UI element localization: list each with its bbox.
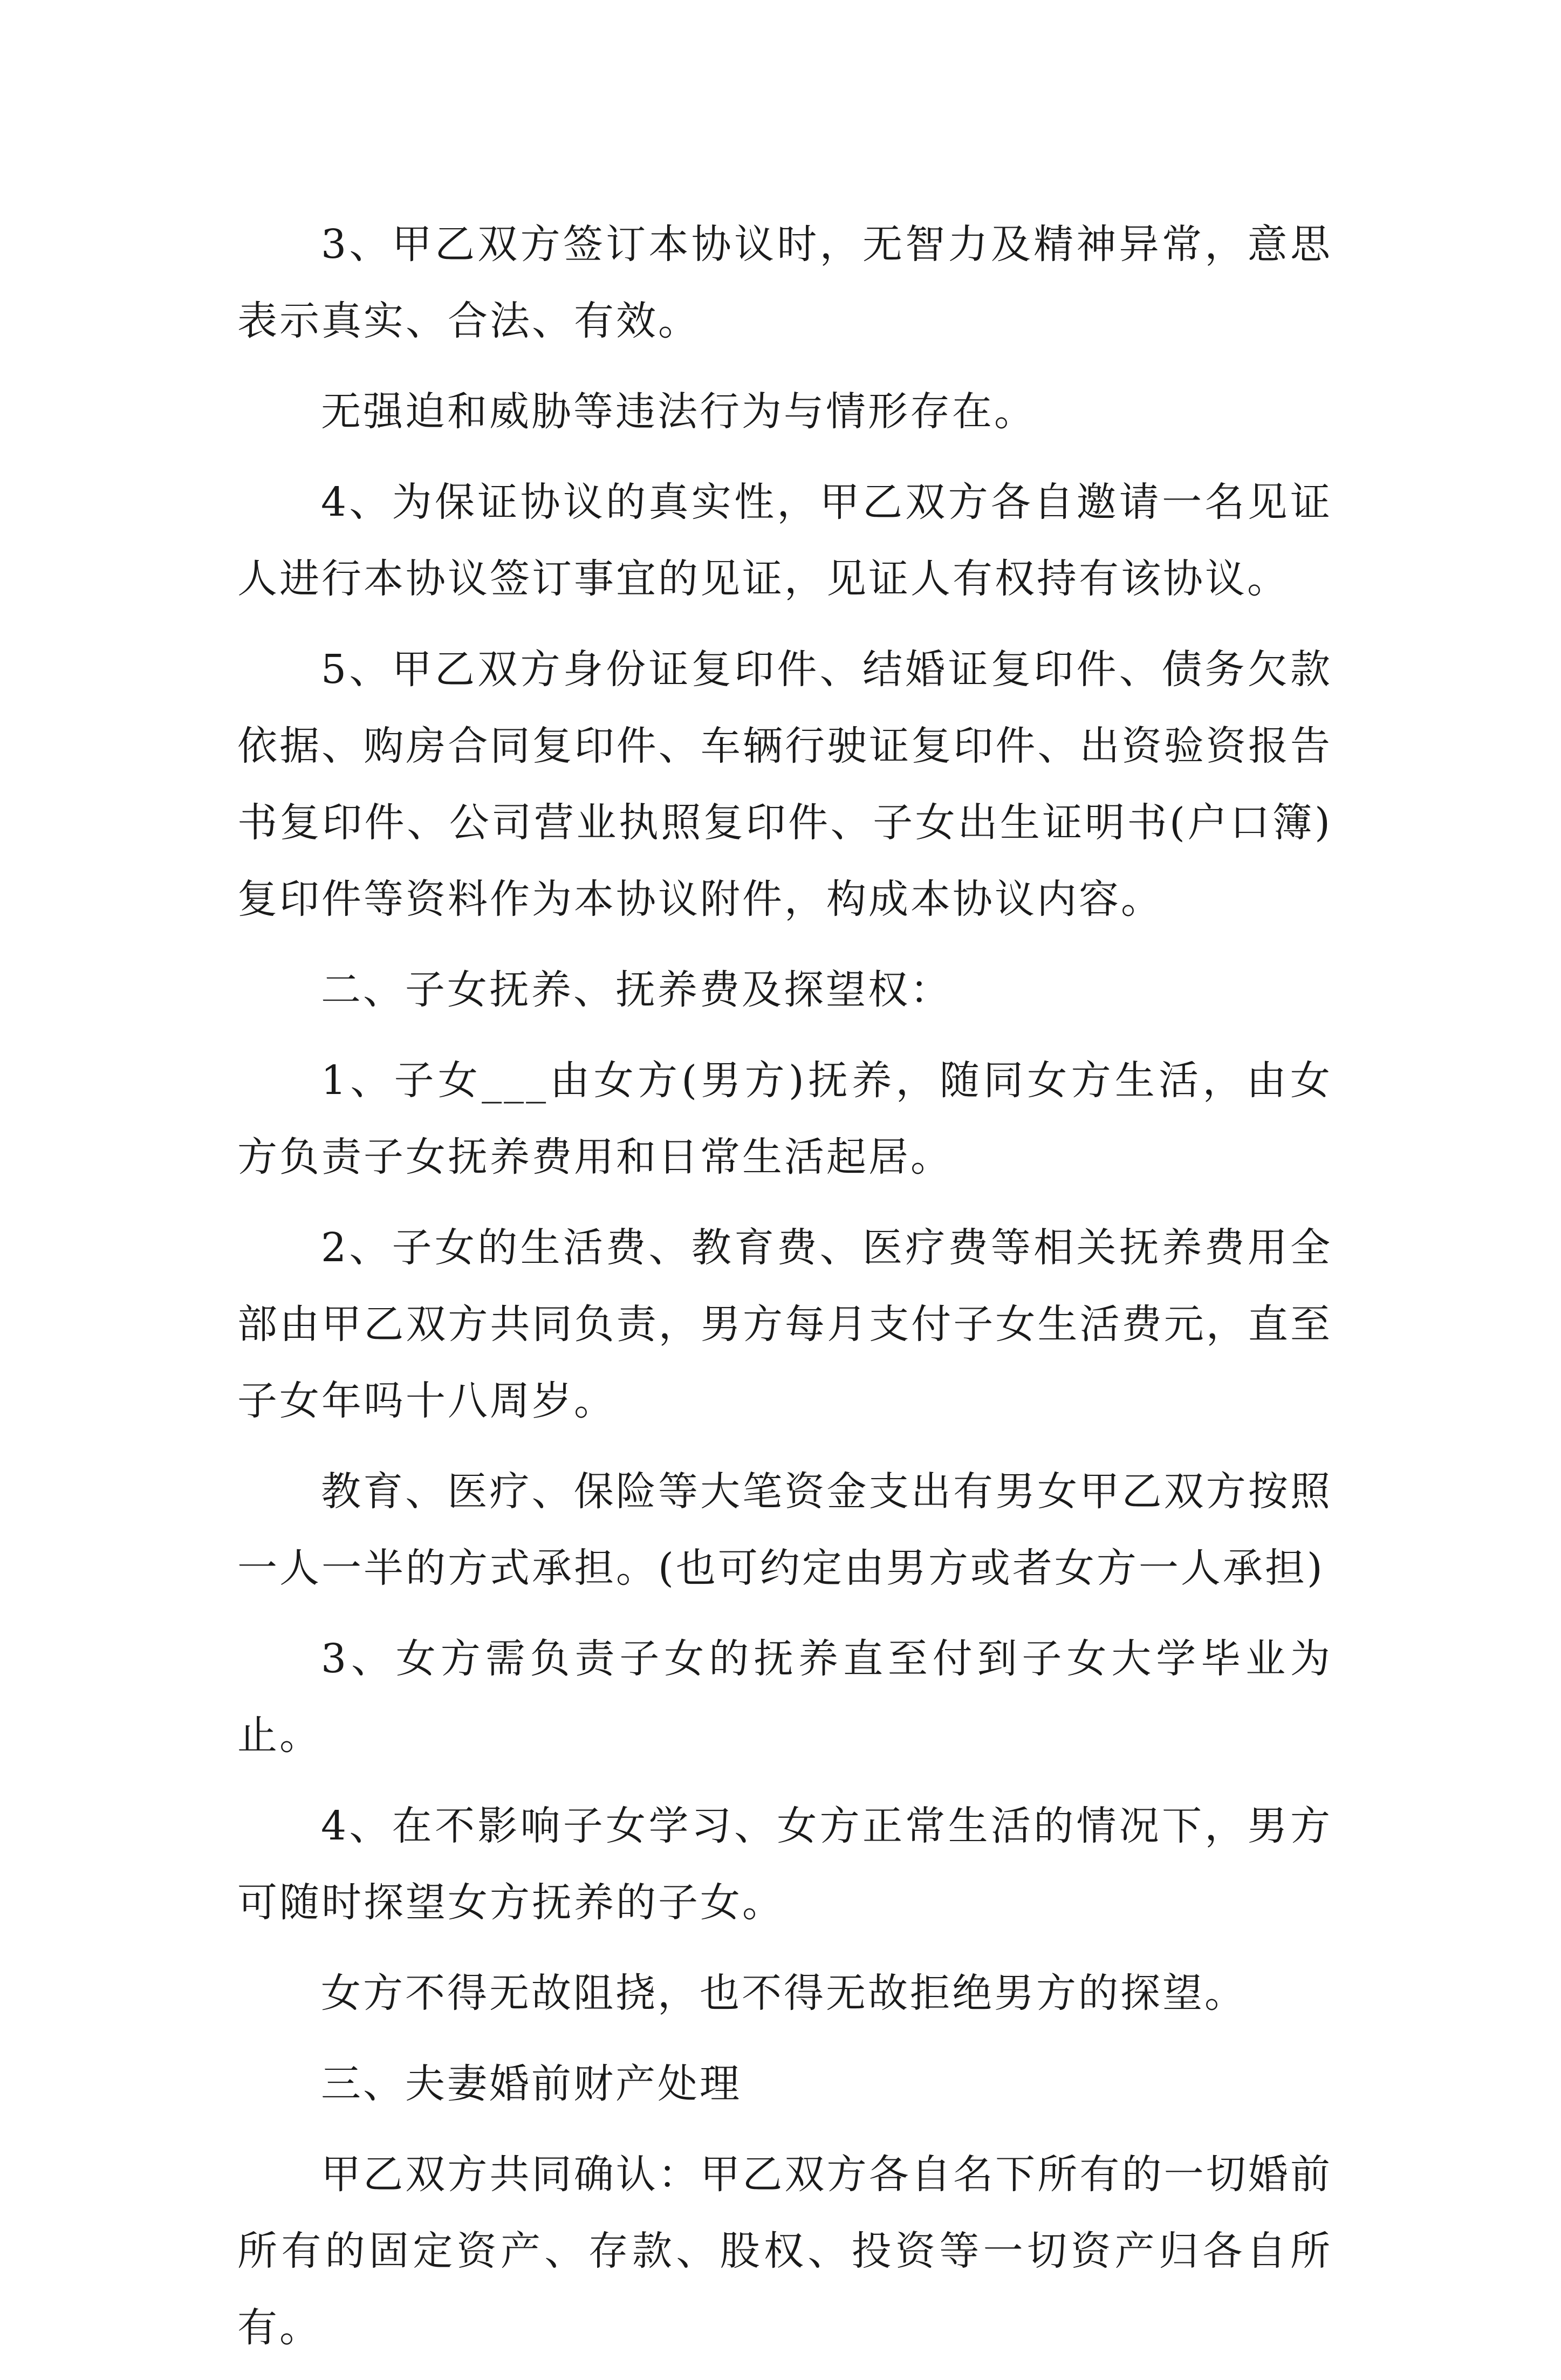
- paragraph-premarital-property: 甲乙双方共同确认：甲乙双方各自名下所有的一切婚前所有的固定资产、存款、股权、投资等一切资产归各自所有。: [237, 2151, 1332, 2351]
- paragraph-custody-4-visitation: 4、在不影响子女学习、女方正常生活的情况下，男方可随时探望女方抚养的子女。: [237, 1803, 1332, 1926]
- document-body: [237, 206, 1332, 2380]
- paragraph-custody-3: 3、女方需负责子女的抚养直至付到子女大学毕业为止。: [237, 1636, 1332, 1759]
- section-heading-premarital-property: 三、夫妻婚前财产处理: [321, 2061, 742, 2107]
- paragraph-custody-2: 2、子女的生活费、教育费、医疗费等相关抚养费用全部由甲乙双方共同负责，男方每月支付子女生活费元，直至子女年吗十八周岁。: [237, 1225, 1332, 1424]
- paragraph-major-expenses: 教育、医疗、保险等大笔资金支出有男女甲乙双方按照一人一半的方式承担。(也可约定由男方或者女方一人承担): [237, 1468, 1332, 1591]
- paragraph-custody-1: 1、子女___由女方(男方)抚养，随同女方生活，由女方负责子女抚养费用和日常生活起居。: [237, 1057, 1332, 1180]
- section-heading-child-custody: 二、子女抚养、抚养费及探望权：: [321, 967, 952, 1013]
- paragraph-no-obstruction: 女方不得无故阻挠，也不得无故拒绝男方的探望。: [321, 1970, 1247, 2016]
- paragraph-clause-5-attachments: 5、甲乙双方身份证复印件、结婚证复印件、债务欠款依据、购房合同复印件、车辆行驶证复印件、出资验资报告书复印件、公司营业执照复印件、子女出生证明书(户口簿)复印件等资料作为本协议附件，构成本协议内容。: [237, 646, 1332, 922]
- paragraph-clause-3: 3、甲乙双方签订本协议时，无智力及精神异常，意思表示真实、合法、有效。: [237, 221, 1332, 344]
- paragraph-clause-4-witness: 4、为保证协议的真实性，甲乙双方各自邀请一名见证人进行本协议签订事宜的见证，见证人有权持有该协议。: [237, 479, 1332, 602]
- paragraph-no-coercion: 无强迫和威胁等违法行为与情形存在。: [321, 388, 1036, 435]
